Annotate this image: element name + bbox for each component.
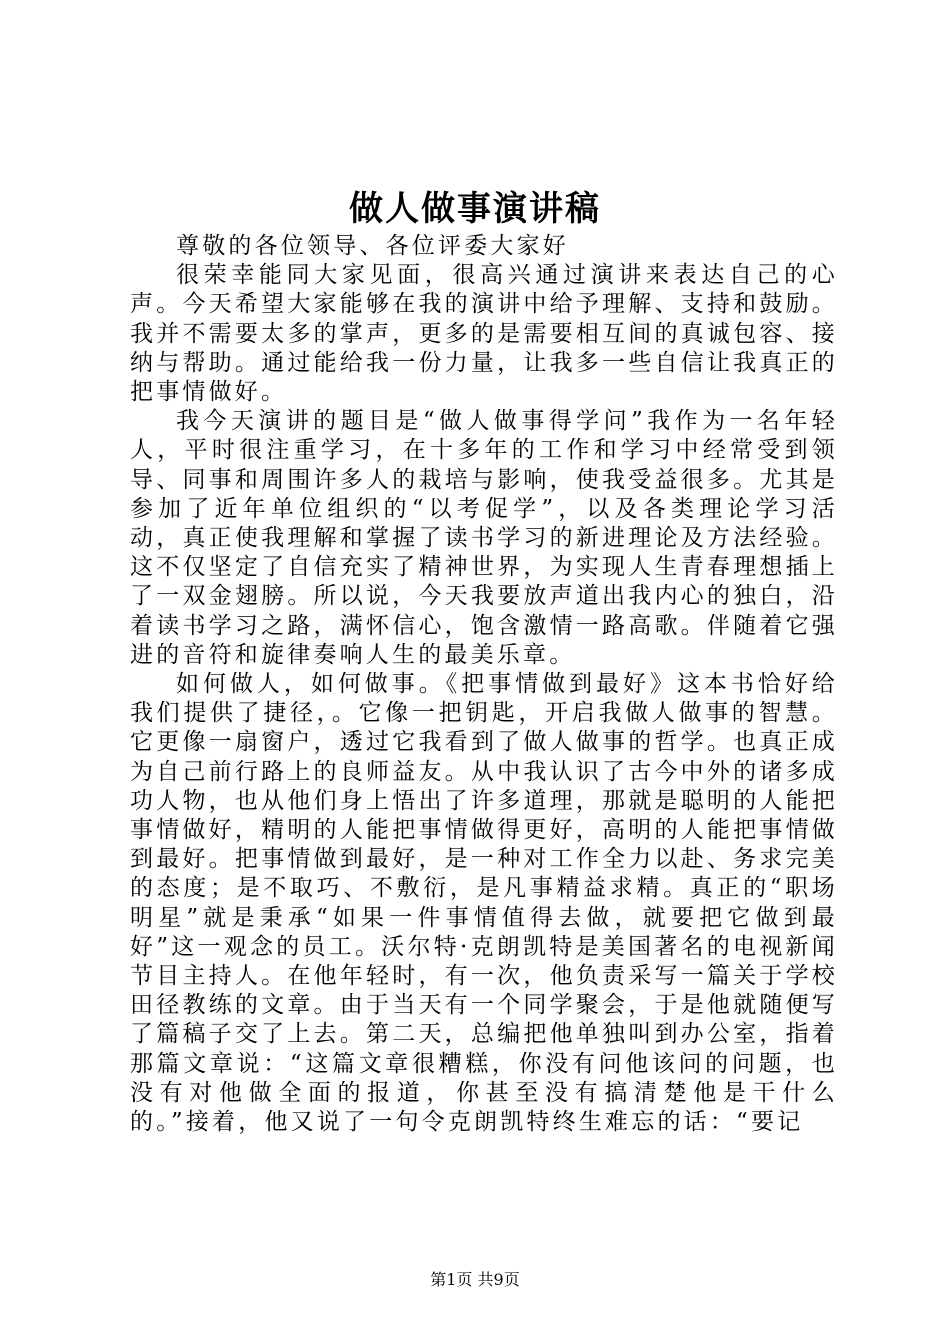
body-paragraph: 我今天演讲的题目是“做人做事得学问”我作为一名年轻人，平时很注重学习，在十多年的工作和学习中经常受到领导、同事和周围许多人的栽培与影响，使我受益很多。尤其是参加了近年单位组织的“以考促学”，以及各类理论学习活动，真正使我理解和掌握了读书学习的新进理论及方法经验。这不仅坚定了自信充实了精神世界，为实现人生青春理想插上了一双金翅膀。所以说，今天我要放声道出我内心的独白，沿着读书学习之路，满怀信心，饱含激情一路高歌。伴随着它强进的音符和旋律奏响人生的最美乐章。: [130, 408, 838, 668]
document-body: [130, 232, 838, 1137]
document-title: 做人做事演讲稿: [349, 189, 601, 229]
body-paragraph: 如何做人，如何做事。《把事情做到最好》这本书恰好给我们提供了捷径，。它像一把钥匙，开启我做人做事的智慧。它更像一扇窗户，透过它我看到了做人做事的哲学。也真正成为自己前行路上的良师益友。从中我认识了古今中外的诸多成功人物，也从他们身上悟出了许多道理，那就是聪明的人能把事情做好，精明的人能把事情做得更好，高明的人能把事情做到最好。把事情做到最好，是一种对工作全力以赴、务求完美的态度；是不取巧、不敷衍，是凡事精益求精。真正的“职场明星”就是秉承“如果一件事情值得去做，就要把它做到最好”这一观念的员工。沃尔特·克朗凯特是美国著名的电视新闻节目主持人。在他年轻时，有一次，他负责采写一篇关于学校田径教练的文章。由于当天有一个同学聚会，于是他就随便写了篇稿子交了上去。第二天，总编把他单独叫到办公室，指着那篇文章说：“这篇文章很糟糕，你没有问他该问的问题，也没有对他做全面的报道，你甚至没有搞清楚他是干什么的。”接着，他又说了一句令克朗凯特终生难忘的话：“要记: [130, 671, 838, 1136]
page-number-footer: 第1页 共9页: [430, 1270, 520, 1289]
salutation-paragraph: 尊敬的各位领导、各位评委大家好: [176, 233, 569, 259]
body-paragraph: 很荣幸能同大家见面，很高兴通过演讲来表达自己的心声。今天希望大家能够在我的演讲中给予理解、支持和鼓励。我并不需要太多的掌声，更多的是需要相互间的真诚包容、接纳与帮助。通过能给我一份力量，让我多一些自信让我真正的把事情做好。: [130, 262, 838, 406]
